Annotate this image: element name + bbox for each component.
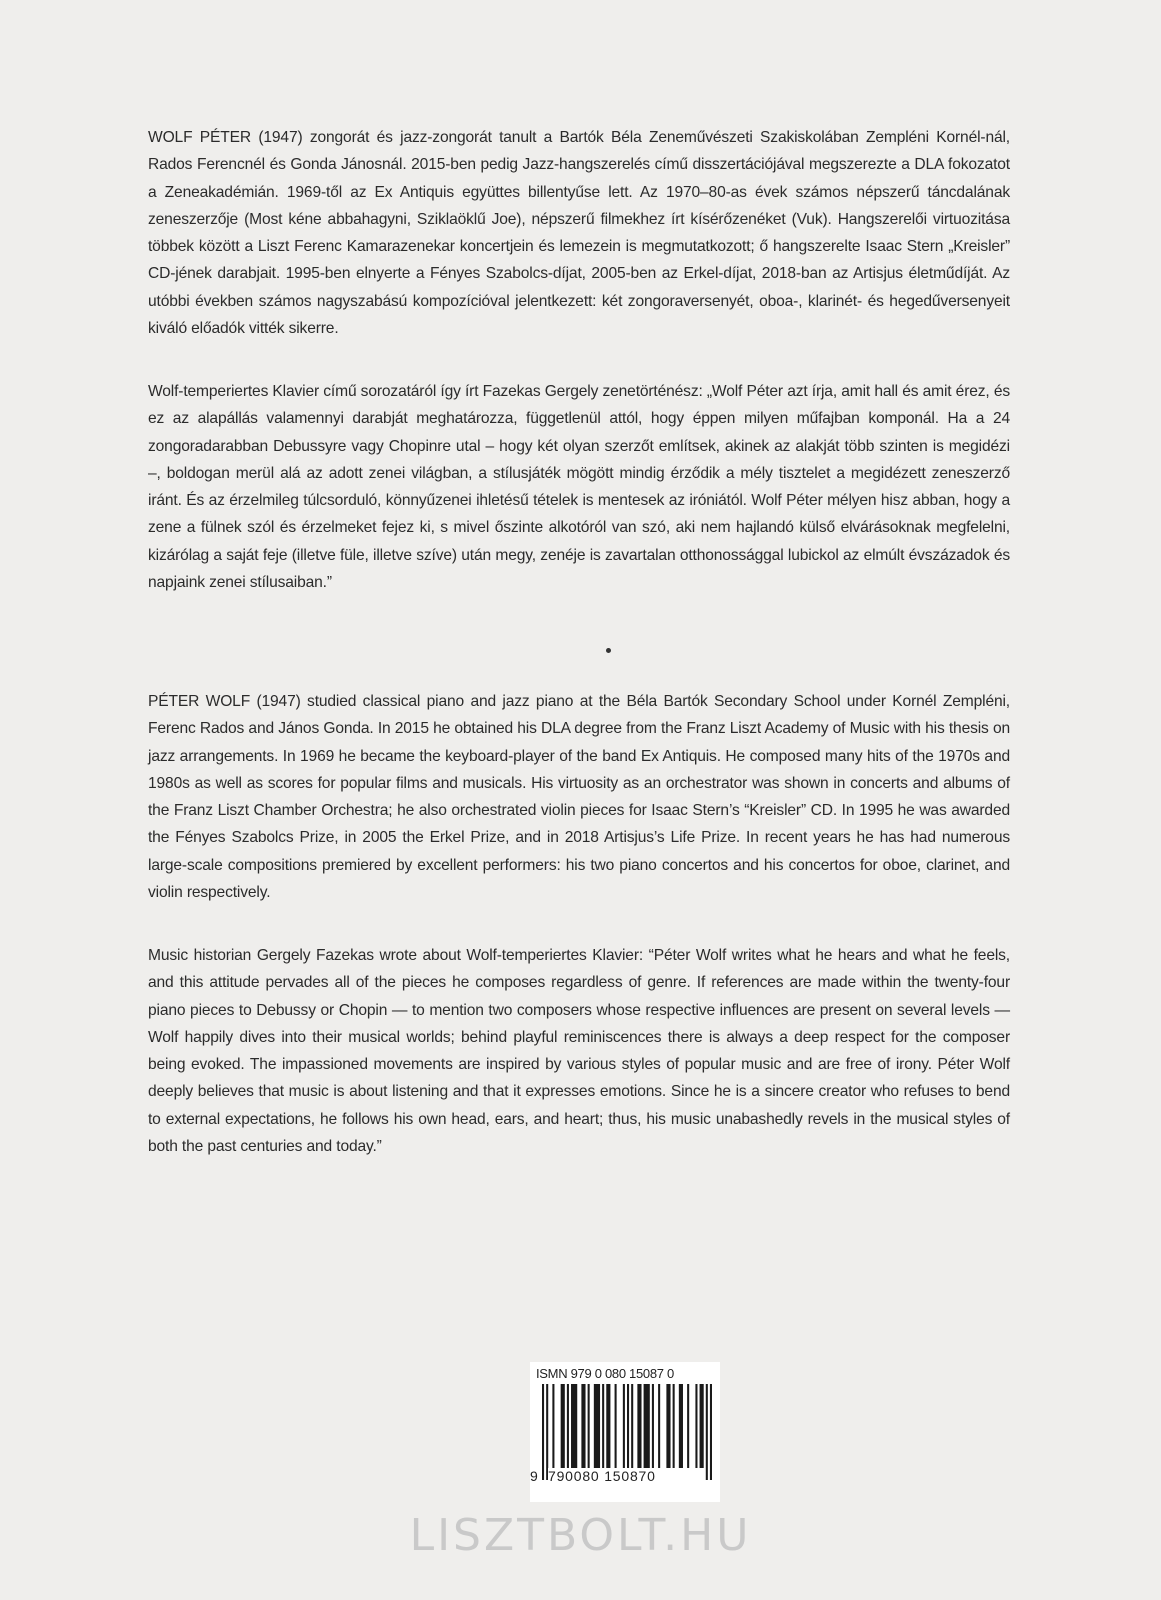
barcode-bar [552, 1384, 554, 1468]
barcode-bar [602, 1384, 604, 1468]
barcode-bar [679, 1384, 683, 1468]
barcode-bar [666, 1384, 670, 1468]
barcode-bar [571, 1384, 577, 1468]
barcode-bar [588, 1384, 590, 1468]
barcode-digits-rest: 790080 150870 [548, 1468, 656, 1484]
barcode-bar [652, 1384, 654, 1468]
english-biography-text: PÉTER WOLF (1947) studied classical piano and jazz piano at the Béla Bartók Secondary School under Kornél Zempléni, Ferenc Rados and János Gonda. In 2015 he obtained his DLA degree from the Franz Liszt Academy of Music with his thesis on jazz arrangements. In 1969 he became the keyboard-player of the band Ex Antiquis. He composed many hits of the 1970s and 1980s as well as scores for popular films and musicals. His virtuosity as an orchestrator was shown in concerts and albums of the Franz Liszt Chamber Orchestra; he also orchestrated violin pieces for Isaac Stern’s “Kreisler” CD. In 1995 he was awarded the Fényes Szabolcs Prize, in 2005 the Erkel Prize, and in 2018 Artisjus’s Life Prize. In recent years he has had numerous large-scale compositions premiered by excellent performers: his two piano concertos and his concertos for oboe, clarinet, and violin respectively. [148, 693, 1010, 902]
english-biography-paragraph [148, 688, 1010, 906]
hungarian-biography-paragraph [148, 124, 1010, 342]
barcode-bar [710, 1384, 712, 1480]
hungarian-quote-text: Wolf-temperiertes Klavier című sorozatáról így írt Fazekas Gergely zenetörténész: „Wolf Péter azt írja, amit hall és amit érez, és ez az alapállás valamennyi darabját meghatározza, függetlenül attól, hogy éppen milyen műfajban komponál. Ha a 24 zongoradarabban Debussyre vagy Chopinre utal – hogy két olyan szerzőt említsek, akinek az alakját több szinten is megidézi –, boldogan merül alá az adott zenei világban, a stílusjáték mögött mindig érződik a mély tisztelet a megidézett zeneszerző iránt. És az érzelmileg túlcsorduló, könnyűzenei ihletésű tételek is mentesek az iróniától. Wolf Péter mélyen hisz abban, hogy a zene a fülnek szól és érzelmeket fejez ki, s mivel őszinte alkotóról van szó, aki nem hajlandó külső elvárásoknak megfelelni, kizárólag a saját feje (illetve füle, illetve szíve) után megy, zenéje is zavartalan otthonossággal lubickol az elmúlt évszázadok és napjaink zenei stílusaiban.” [148, 383, 1010, 592]
barcode-bar [561, 1384, 565, 1468]
barcode-bars [542, 1384, 712, 1480]
barcode-bar [644, 1384, 650, 1468]
barcode-bar [700, 1384, 704, 1468]
barcode [530, 1362, 720, 1502]
barcode-bar [606, 1384, 610, 1468]
ismn-label: ISMN 979 0 080 15087 0 [536, 1366, 674, 1381]
barcode-bar [581, 1384, 585, 1468]
hungarian-quote-paragraph [148, 378, 1010, 596]
english-quote-paragraph [148, 942, 1010, 1160]
section-divider-dot [606, 648, 611, 653]
barcode-bar [542, 1384, 544, 1480]
barcode-bar [594, 1384, 600, 1468]
barcode-bar [567, 1384, 569, 1468]
barcode-bar [637, 1384, 641, 1468]
barcode-bar [546, 1384, 548, 1480]
barcode-bar [687, 1384, 689, 1468]
watermark-logo: LISZTBOLT.HU [409, 1510, 752, 1561]
barcode-digit-first: 9 [530, 1468, 539, 1484]
barcode-bar [706, 1384, 708, 1480]
english-quote-text: Music historian Gergely Fazekas wrote about Wolf-temperiertes Klavier: “Péter Wolf writes what he hears and what he feels, and this attitude pervades all of the pieces he composes regardless of genre. If references are made within the twenty-four piano pieces to Debussy or Chopin — to mention two composers whose respective influences are present on several levels — Wolf happily dives into their musical worlds; behind playful reminiscences there is always a deep respect for the composer being evoked. The impassioned movements are inspired by various styles of popular music and are free of irony. Péter Wolf deeply believes that music is about listening and that it expresses emotions. Since he is a sincere creator who refuses to bend to external expectations, he follows his own head, ears, and heart; thus, his music unabashedly revels in the musical styles of both the past centuries and today.” [148, 947, 1010, 1156]
barcode-bar [673, 1384, 675, 1468]
barcode-bar [631, 1384, 633, 1480]
barcode-bar [695, 1384, 697, 1468]
barcode-bar [658, 1384, 660, 1468]
barcode-bar [627, 1384, 629, 1480]
barcode-bar [615, 1384, 617, 1468]
barcode-bar [623, 1384, 625, 1468]
hungarian-biography-text: WOLF PÉTER (1947) zongorát és jazz-zongorát tanult a Bartók Béla Zeneművészeti Szakiskolában Zempléni Kornél-nál, Rados Ferencnél és Gonda Jánosnál. 2015-ben pedig Jazz-hangszerelés című disszertációjával megszerezte a DLA fokozatot a Zeneakadémián. 1969-től az Ex Antiquis együttes billentyűse lett. Az 1970–80-as évek számos népszerű táncdalának zeneszerzője (Most kéne abbahagyni, Sziklaöklű Joe), népszerű filmekhez írt kísérőzenéket (Vuk). Hangszerelői virtuozitása többek között a Liszt Ferenc Kamarazenekar koncertjein és lemezein is megmutatkozott; ő hangszerelte Isaac Stern „Kreisler” CD-jének darabjait. 1995-ben elnyerte a Fényes Szabolcs-díjat, 2005-ben az Erkel-díjat, 2018-ban az Artisjus életműdíját. Az utóbbi években számos nagyszabású kompozícióval jelentkezett: két zongoraversenyét, oboa-, klarinét- és hegedűversenyeit kiváló előadók vitték sikerre. [148, 129, 1010, 338]
